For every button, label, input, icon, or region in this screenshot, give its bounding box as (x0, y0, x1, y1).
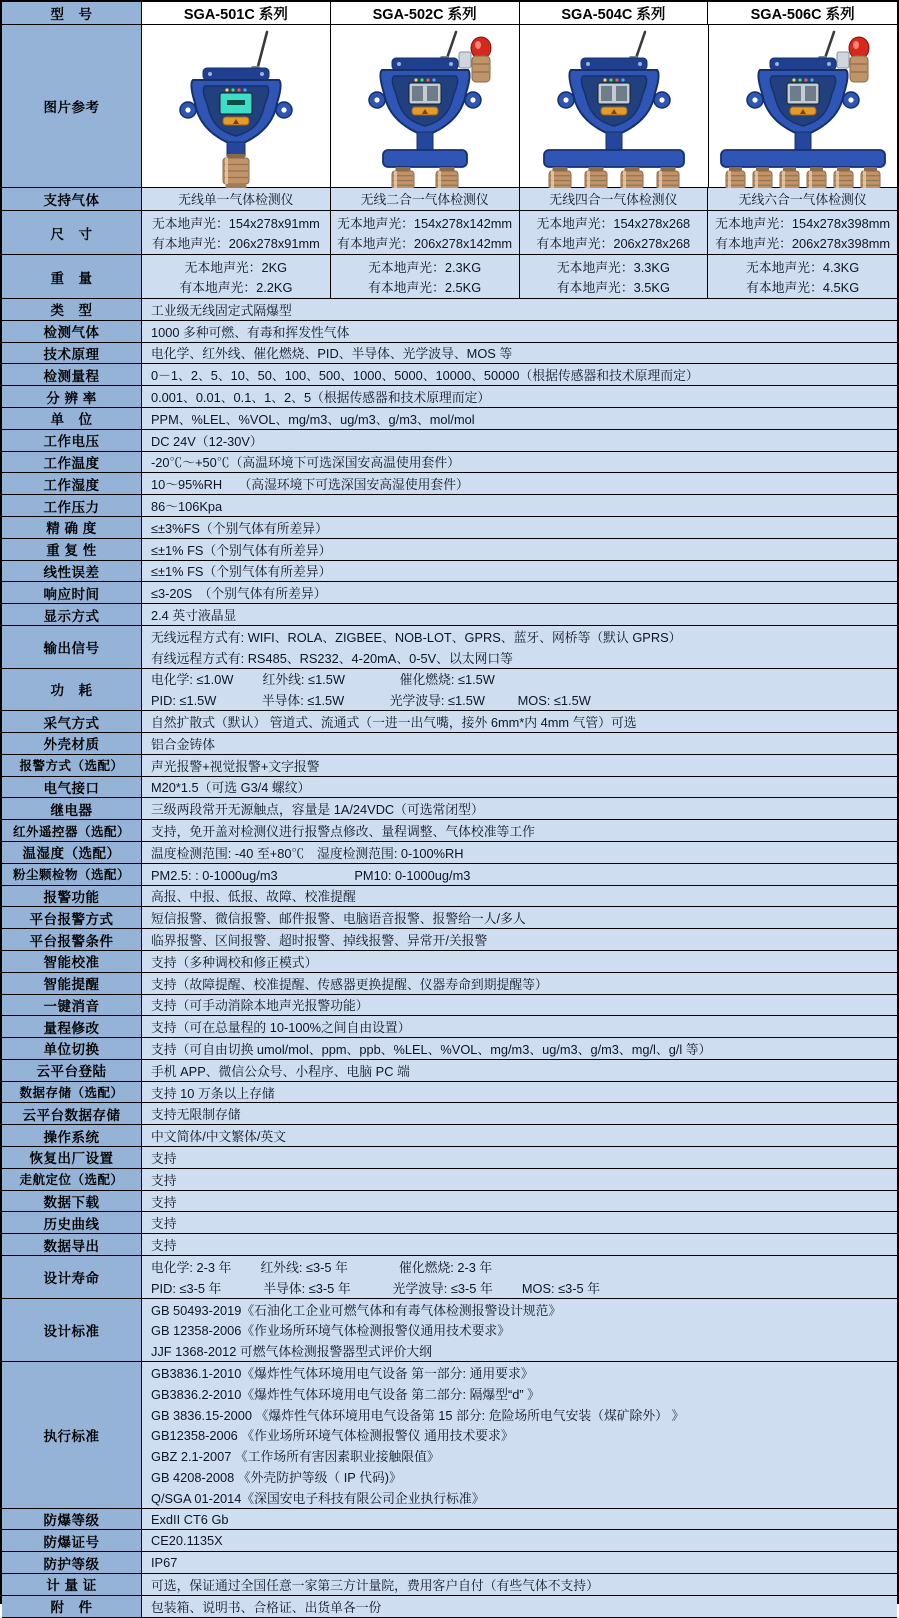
spec-value-26 (142, 907, 897, 929)
dimensions-text-line: 有本地声光：206x278x142mm (337, 236, 513, 252)
spec-label-15: 输出信号 (2, 626, 142, 669)
spec-text-line: 工业级无线固定式隔爆型 (151, 302, 292, 318)
spec-value-1 (142, 321, 897, 343)
spec-text-line: 86～106Kpa (151, 499, 223, 515)
spec-label-26: 平台报警方式 (2, 907, 142, 929)
spec-label-21: 继电器 (2, 798, 142, 820)
spec-row-11 (2, 539, 897, 561)
dimensions-value (520, 211, 709, 255)
spec-text-line: 支持 (151, 1150, 177, 1166)
spec-row-4 (2, 386, 897, 408)
image-row (2, 25, 897, 188)
product-image-sga-506c (709, 25, 897, 188)
spec-text-line: 支持无限制存储 (151, 1107, 241, 1123)
spec-label-39: 数据下载 (2, 1191, 142, 1213)
product-image-sga-501c (142, 25, 331, 188)
spec-text-line: 可选，保证通过全国任意一家第三方计量院，费用客户自付（有些气体不支持） (151, 1577, 599, 1593)
spec-row-39 (2, 1191, 897, 1213)
spec-text-line: 支持（故障提醒、校准提醒、传感器更换提醒、仪器寿命到期提醒等） (151, 976, 548, 992)
spec-text-line: DC 24V（12-30V） (151, 433, 263, 449)
spec-value-23 (142, 842, 897, 864)
spec-label-41: 数据导出 (2, 1234, 142, 1256)
weight-text-line: 有本地声光：2.5KG (368, 280, 482, 296)
spec-label-6: 工作电压 (2, 430, 142, 452)
weight-value (520, 255, 709, 299)
spec-label-1: 检测气体 (2, 321, 142, 343)
dimensions-text-line: 无本地声光：154x278x91mm (151, 215, 320, 231)
spec-text-line: GB 3836.15-2000 《爆炸性气体环境用电气设备第 15 部分: 危险场所电气安装（煤矿除外） 》 (151, 1407, 685, 1423)
spec-value-21 (142, 798, 897, 820)
spec-value-16 (142, 669, 897, 712)
spec-row-29 (2, 973, 897, 995)
spec-value-24 (142, 864, 897, 886)
spec-text-line: ≤3-20S （个别气体有所差异） (151, 586, 327, 602)
spec-value-30 (142, 995, 897, 1017)
spec-row-5 (2, 408, 897, 430)
spec-label-47: 防护等级 (2, 1552, 142, 1574)
spec-row-12 (2, 561, 897, 583)
spec-row-27 (2, 929, 897, 951)
spec-label-35: 云平台数据存储 (2, 1103, 142, 1125)
dimensions-row (2, 211, 897, 255)
spec-text-line: 支持 (151, 1238, 177, 1254)
spec-text-line: CE20.1135X (151, 1533, 223, 1549)
spec-text-line: 支持 (151, 1194, 177, 1210)
spec-row-43 (2, 1299, 897, 1362)
spec-text-line: 支持 (151, 1216, 177, 1232)
supported-gas-row (2, 188, 897, 211)
spec-text-line: GB 4208-2008 《外壳防护等级（ IP 代码)》 (151, 1469, 402, 1485)
spec-row-41 (2, 1234, 897, 1256)
weight-text-line: 无本地声光：3.3KG (556, 259, 670, 275)
spec-text-line: -20℃～+50℃（高温环境下可选深国安高温使用套件） (151, 455, 460, 471)
spec-row-9 (2, 495, 897, 517)
spec-row-26 (2, 907, 897, 929)
spec-text-line: GB3836.1-2010《爆炸性气体环境用电气设备 第一部分: 通用要求》 (151, 1365, 534, 1381)
spec-text-line: ≤±1% FS（个别气体有所差异） (151, 564, 332, 580)
model-name-sga-501c: SGA-501C 系列 (142, 2, 331, 25)
spec-text-line: Q/SGA 01-2014《深国安电子科技有限公司企业执行标准》 (151, 1490, 485, 1506)
spec-text-line: GB 50493-2019《石油化工企业可燃气体和有毒气体检测报警设计规范》 (151, 1302, 562, 1318)
spec-text-line: 有线远程方式有: RS485、RS232、4-20mA、0-5V、以太网口等 (151, 650, 513, 666)
dimensions-text-line: 有本地声光：206x278x91mm (151, 236, 320, 252)
supported-gas-value (708, 188, 897, 211)
dimensions-label: 尺 寸 (2, 211, 142, 255)
spec-text-line: PID: ≤3-5 年 半导体: ≤3-5 年 光学波导: ≤3-5 年 MOS: ≤3-5 年 (151, 1280, 601, 1296)
spec-value-11 (142, 539, 897, 561)
spec-value-10 (142, 517, 897, 539)
spec-row-28 (2, 951, 897, 973)
supported-gas-value (142, 188, 331, 211)
weight-text-line: 有本地声光：4.5KG (746, 280, 860, 296)
spec-value-7 (142, 452, 897, 474)
spec-label-16: 功 耗 (2, 669, 142, 712)
spec-row-17 (2, 711, 897, 733)
weight-text-line: 无本地声光：2.3KG (368, 259, 482, 275)
spec-text-line: 支持，免开盖对检测仪进行报警点修改、量程调整、气体校准等工作 (151, 824, 535, 840)
supported-gas-label: 支持气体 (2, 188, 142, 211)
spec-label-49: 附 件 (2, 1596, 142, 1618)
spec-label-2: 技术原理 (2, 343, 142, 365)
spec-value-47 (142, 1552, 897, 1574)
spec-row-44 (2, 1362, 897, 1509)
spec-label-25: 报警功能 (2, 886, 142, 908)
spec-row-38 (2, 1169, 897, 1191)
spec-value-14 (142, 604, 897, 626)
spec-row-40 (2, 1212, 897, 1234)
spec-row-46 (2, 1530, 897, 1552)
spec-value-0 (142, 299, 897, 321)
spec-row-48 (2, 1574, 897, 1596)
spec-text-line: GB 12358-2006《作业场所环境气体检测报警仪通用技术要求》 (151, 1323, 511, 1339)
weight-text-line: 无本地声光：4.3KG (746, 259, 860, 275)
spec-label-30: 一键消音 (2, 995, 142, 1017)
spec-label-3: 检测量程 (2, 364, 142, 386)
spec-value-48 (142, 1574, 897, 1596)
spec-row-8 (2, 473, 897, 495)
spec-value-6 (142, 430, 897, 452)
spec-value-20 (142, 777, 897, 799)
spec-label-42: 设计寿命 (2, 1256, 142, 1299)
spec-label-37: 恢复出厂设置 (2, 1147, 142, 1169)
spec-value-46 (142, 1530, 897, 1552)
spec-label-11: 重 复 性 (2, 539, 142, 561)
model-header-row (2, 2, 897, 25)
spec-text-line: GBZ 2.1-2007 《工作场所有害因素职业接触限值》 (151, 1449, 440, 1465)
spec-row-16 (2, 669, 897, 712)
spec-text-line: PPM、%LEL、%VOL、mg/m3、ug/m3、g/m3、mol/mol (151, 411, 475, 427)
spec-label-9: 工作压力 (2, 495, 142, 517)
spec-label-8: 工作湿度 (2, 473, 142, 495)
model-name-sga-502c: SGA-502C 系列 (331, 2, 520, 25)
spec-label-20: 电气接口 (2, 777, 142, 799)
spec-row-35 (2, 1103, 897, 1125)
spec-label-19: 报警方式（选配） (2, 755, 142, 777)
spec-label-29: 智能提醒 (2, 973, 142, 995)
spec-value-17 (142, 711, 897, 733)
spec-text-line: 支持（可自由切换 umol/mol、ppm、ppb、%LEL、%VOL、mg/m3、ug/m3、g/m3、mg/l、g/l 等） (151, 1041, 712, 1057)
spec-row-22 (2, 820, 897, 842)
spec-value-49 (142, 1596, 897, 1618)
spec-text-line: 支持 10 万条以上存储 (151, 1085, 275, 1101)
spec-text-line: 临界报警、区间报警、超时报警、掉线报警、异常开/关报警 (151, 933, 488, 948)
weight-row (2, 255, 897, 299)
spec-value-13 (142, 582, 897, 604)
spec-label-48: 计 量 证 (2, 1574, 142, 1596)
spec-value-34 (142, 1082, 897, 1104)
model-header-label: 型 号 (2, 2, 142, 25)
supported-gas-value (520, 188, 709, 211)
spec-label-4: 分 辨 率 (2, 386, 142, 408)
dimensions-value (331, 211, 520, 255)
spec-text-line: 声光报警+视觉报警+文字报警 (151, 758, 320, 774)
dimensions-text-line: 有本地声光：206x278x268 (536, 236, 691, 252)
spec-value-39 (142, 1191, 897, 1213)
spec-text-line: 支持 (151, 1172, 177, 1188)
spec-value-45 (142, 1509, 897, 1531)
weight-label: 重 量 (2, 255, 142, 299)
spec-row-20 (2, 777, 897, 799)
spec-text-line: 支持（多种调校和修正模式） (151, 954, 318, 970)
spec-row-32 (2, 1038, 897, 1060)
spec-row-45 (2, 1509, 897, 1531)
weight-text-line: 有本地声光：2.2KG (179, 280, 293, 296)
spec-value-9 (142, 495, 897, 517)
model-name-sga-506c: SGA-506C 系列 (708, 2, 897, 25)
spec-text-line: 支持（可手动消除本地声光报警功能） (151, 998, 369, 1014)
dimensions-text-line: 无本地声光：154x278x398mm (715, 215, 891, 231)
spec-row-0 (2, 299, 897, 321)
spec-value-12 (142, 561, 897, 583)
spec-value-19 (142, 755, 897, 777)
spec-value-32 (142, 1038, 897, 1060)
spec-text-line: 温度检测范围: -40 至+80℃ 湿度检测范围: 0-100%RH (151, 845, 464, 861)
spec-row-6 (2, 430, 897, 452)
spec-text-line: ExdII CT6 Gb (151, 1511, 229, 1527)
spec-value-8 (142, 473, 897, 495)
spec-text-line: 电化学: 2-3 年 红外线: ≤3-5 年 催化燃烧: 2-3 年 (151, 1259, 493, 1275)
spec-label-10: 精 确 度 (2, 517, 142, 539)
spec-text-line: 中文简体/中文繁体/英文 (151, 1129, 287, 1145)
spec-row-19 (2, 755, 897, 777)
spec-text-line: 电化学: ≤1.0W 红外线: ≤1.5W 催化燃烧: ≤1.5W (151, 672, 495, 688)
spec-row-30 (2, 995, 897, 1017)
spec-value-41 (142, 1234, 897, 1256)
spec-label-28: 智能校准 (2, 951, 142, 973)
spec-text-line: GB12358-2006 《作业场所环境气体检测报警仪 通用技术要求》 (151, 1428, 514, 1444)
spec-label-22: 红外遥控器（选配） (2, 820, 142, 842)
detector-illustration (520, 26, 708, 187)
spec-value-33 (142, 1060, 897, 1082)
spec-text-line: 短信报警、微信报警、邮件报警、电脑语音报警、报警给一人/多人 (151, 911, 526, 927)
spec-text-line: 手机 APP、微信公众号、小程序、电脑 PC 端 (151, 1063, 410, 1079)
spec-text-line: PID: ≤1.5W 半导体: ≤1.5W 光学波导: ≤1.5W MOS: ≤1.5W (151, 693, 591, 709)
spec-label-0: 类 型 (2, 299, 142, 321)
spec-value-29 (142, 973, 897, 995)
spec-text-line: 2.4 英寸液晶显 (151, 608, 237, 624)
spec-label-23: 温湿度（选配） (2, 842, 142, 864)
spec-row-24 (2, 864, 897, 886)
weight-value (142, 255, 331, 299)
supported-gas-value (331, 188, 520, 211)
spec-row-1 (2, 321, 897, 343)
spec-row-33 (2, 1060, 897, 1082)
spec-text-line: IP67 (151, 1555, 178, 1571)
spec-row-2 (2, 343, 897, 365)
spec-label-33: 云平台登陆 (2, 1060, 142, 1082)
spec-row-36 (2, 1125, 897, 1147)
dimensions-text-line: 有本地声光：206x278x398mm (715, 236, 891, 252)
spec-row-10 (2, 517, 897, 539)
spec-row-49 (2, 1596, 897, 1618)
spec-value-42 (142, 1256, 897, 1299)
spec-row-3 (2, 364, 897, 386)
spec-row-42 (2, 1256, 897, 1299)
detector-illustration (331, 26, 519, 187)
spec-value-28 (142, 951, 897, 973)
supported-gas-text: 无线六合一气体检测仪 (738, 192, 867, 208)
spec-row-23 (2, 842, 897, 864)
spec-label-7: 工作温度 (2, 452, 142, 474)
spec-text-line: 10～95%RH （高湿环境下可选深国安高湿使用套件） (151, 477, 469, 493)
spec-row-13 (2, 582, 897, 604)
spec-label-45: 防爆等级 (2, 1509, 142, 1531)
dimensions-text-line: 无本地声光：154x278x142mm (337, 215, 513, 231)
spec-label-27: 平台报警条件 (2, 929, 142, 951)
spec-text-line: PM2.5: : 0-1000ug/m3 PM10: 0-1000ug/m3 (151, 867, 471, 883)
spec-label-17: 采气方式 (2, 711, 142, 733)
spec-row-34 (2, 1082, 897, 1104)
spec-label-43: 设计标准 (2, 1299, 142, 1362)
spec-row-47 (2, 1552, 897, 1574)
spec-text-line: GB3836.2-2010《爆炸性气体环境用电气设备 第二部分: 隔爆型“d” 》 (151, 1386, 540, 1402)
spec-label-5: 单 位 (2, 408, 142, 430)
spec-row-37 (2, 1147, 897, 1169)
weight-value (708, 255, 897, 299)
spec-value-3 (142, 364, 897, 386)
spec-text-line: 高报、中报、低报、故障、校准提醒 (151, 889, 356, 905)
dimensions-value (708, 211, 897, 255)
model-name-sga-504c: SGA-504C 系列 (520, 2, 709, 25)
spec-row-7 (2, 452, 897, 474)
dimensions-text-line: 无本地声光：154x278x268 (536, 215, 691, 231)
product-image-sga-504c (520, 25, 709, 188)
spec-text-line: ≤±1% FS（个别气体有所差异） (151, 542, 332, 558)
weight-text-line: 无本地声光：2KG (184, 259, 288, 275)
spec-value-44 (142, 1362, 897, 1509)
spec-value-25 (142, 886, 897, 908)
supported-gas-text: 无线单一气体检测仪 (178, 192, 294, 208)
weight-value (331, 255, 520, 299)
spec-text-line: 支持（可在总量程的 10-100%之间自由设置） (151, 1020, 411, 1036)
spec-label-14: 显示方式 (2, 604, 142, 626)
spec-text-line: 包装箱、说明书、合格证、出货单各一份 (151, 1599, 382, 1615)
spec-text-line: 无线远程方式有: WIFI、ROLA、ZIGBEE、NOB-LOT、GPRS、蓝牙、网桥等（默认 GPRS） (151, 629, 682, 645)
weight-text-line: 有本地声光：3.5KG (556, 280, 670, 296)
spec-row-21 (2, 798, 897, 820)
spec-text-line: JJF 1368-2012 可燃气体检测报警器型式评价大纲 (151, 1344, 432, 1360)
spec-text-line: M20*1.5（可选 G3/4 螺纹） (151, 780, 311, 796)
spec-value-40 (142, 1212, 897, 1234)
spec-text-line: ≤±3%FS（个别气体有所差异） (151, 520, 328, 536)
spec-text-line: 0－1、2、5、10、50、100、500、1000、5000、10000、50000（根据传感器和技术原理而定） (151, 368, 699, 384)
spec-label-12: 线性误差 (2, 561, 142, 583)
spec-label-36: 操作系统 (2, 1125, 142, 1147)
spec-label-44: 执行标准 (2, 1362, 142, 1509)
spec-text-line: 1000 多种可燃、有毒和挥发性气体 (151, 324, 350, 340)
spec-label-38: 走航定位（选配） (2, 1169, 142, 1191)
spec-value-2 (142, 343, 897, 365)
spec-label-18: 外壳材质 (2, 733, 142, 755)
spec-row-15 (2, 626, 897, 669)
spec-label-31: 量程修改 (2, 1016, 142, 1038)
spec-value-18 (142, 733, 897, 755)
detector-illustration (709, 26, 897, 187)
spec-text-line: 电化学、红外线、催化燃烧、PID、半导体、光学波导、MOS 等 (151, 346, 513, 362)
spec-text-line: 0.001、0.01、0.1、1、2、5（根据传感器和技术原理而定） (151, 390, 491, 406)
spec-value-27 (142, 929, 897, 951)
spec-value-22 (142, 820, 897, 842)
spec-row-25 (2, 886, 897, 908)
spec-value-37 (142, 1147, 897, 1169)
spec-label-24: 粉尘颗检物（选配） (2, 864, 142, 886)
spec-text-line: 三级两段常开无源触点，容量是 1A/24VDC（可选常闭型） (151, 802, 484, 818)
spec-value-38 (142, 1169, 897, 1191)
image-row-label: 图片参考 (2, 25, 142, 188)
spec-value-43 (142, 1299, 897, 1362)
spec-value-4 (142, 386, 897, 408)
spec-row-31 (2, 1016, 897, 1038)
product-image-sga-502c (331, 25, 520, 188)
spec-value-35 (142, 1103, 897, 1125)
dimensions-value (142, 211, 331, 255)
spec-label-46: 防爆证号 (2, 1530, 142, 1552)
spec-value-31 (142, 1016, 897, 1038)
spec-value-5 (142, 408, 897, 430)
spec-label-13: 响应时间 (2, 582, 142, 604)
supported-gas-text: 无线二合一气体检测仪 (360, 192, 489, 208)
spec-value-36 (142, 1125, 897, 1147)
spec-text-line: 铝合金铸体 (151, 736, 215, 752)
spec-label-32: 单位切换 (2, 1038, 142, 1060)
spec-text-line: 自然扩散式（默认） 管道式、流通式（一进一出气嘴，接外 6mm*内 4mm 气管）可选 (151, 715, 637, 731)
spec-label-34: 数据存储（选配） (2, 1082, 142, 1104)
spec-row-18 (2, 733, 897, 755)
spec-label-40: 历史曲线 (2, 1212, 142, 1234)
spec-row-14 (2, 604, 897, 626)
spec-value-15 (142, 626, 897, 669)
detector-illustration (142, 26, 330, 187)
supported-gas-text: 无线四合一气体检测仪 (549, 192, 678, 208)
